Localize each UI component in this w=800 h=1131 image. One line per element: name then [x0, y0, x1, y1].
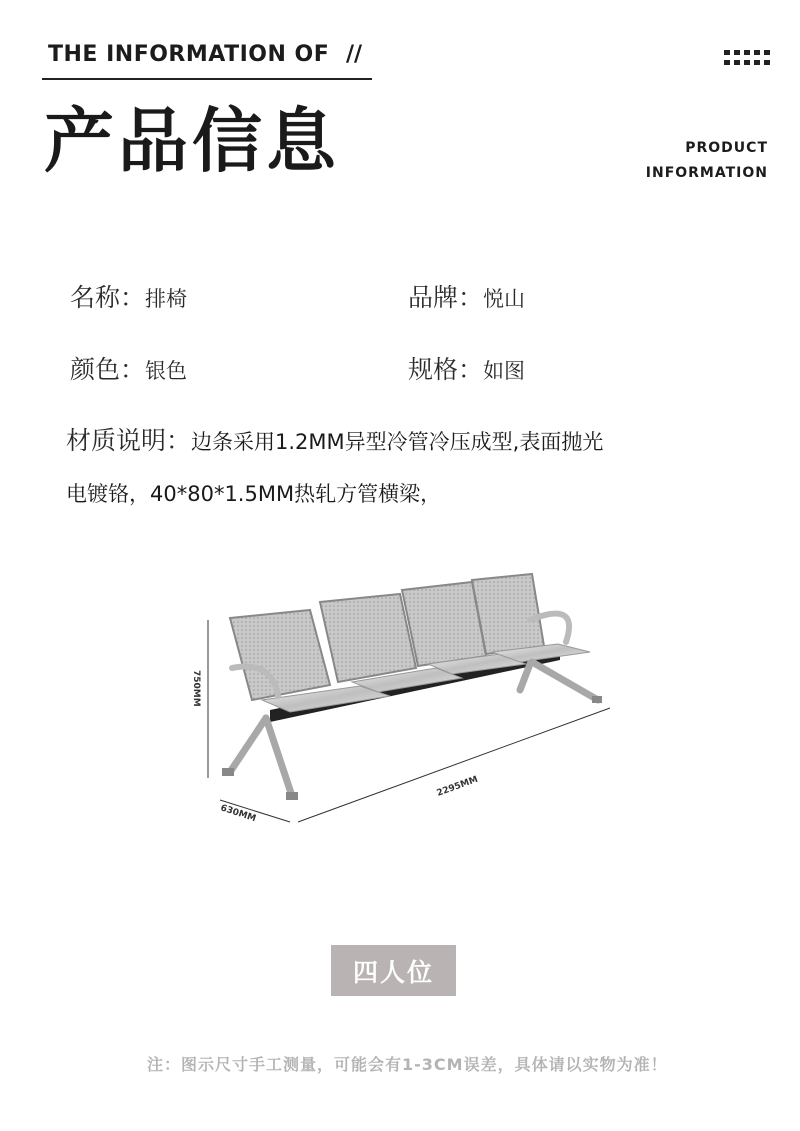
dimension-length-label: 2295MM — [435, 774, 480, 799]
material-line2: 电镀铬，40*80*1.5MM热轧方管横梁， — [66, 482, 442, 506]
name-field — [70, 278, 187, 314]
page-title: 产品信息 — [44, 100, 340, 182]
spec-value: 如图 — [483, 359, 526, 383]
name-label: 名称： — [70, 283, 146, 312]
product-en-line2: INFORMATION — [645, 165, 768, 181]
dimension-depth-label: 630MM — [219, 803, 258, 825]
brand-field — [408, 278, 525, 314]
header-slash: // — [346, 42, 363, 67]
material-label: 材质说明： — [66, 426, 192, 455]
dimension-height-label: 750MM — [191, 670, 201, 707]
seat-count-badge: 四人位 — [331, 945, 456, 996]
product-en-line1: PRODUCT — [685, 140, 768, 156]
color-label: 颜色： — [70, 355, 146, 384]
measurement-note: 注：图示尺寸手工测量，可能会有1-3CM误差，具体请以实物为准！ — [147, 1055, 668, 1074]
chair-illustration — [180, 560, 640, 840]
header-en-title: THE INFORMATION OF — [48, 42, 330, 67]
material-description — [66, 424, 766, 506]
color-value: 银色 — [145, 359, 188, 383]
brand-label: 品牌： — [408, 283, 484, 312]
material-line1: 边条采用1.2MM异型冷管冷压成型,表面抛光 — [191, 430, 604, 454]
brand-value: 悦山 — [483, 287, 526, 311]
product-information-label — [646, 136, 768, 186]
name-value: 排椅 — [145, 287, 188, 311]
dots-decoration-icon — [724, 50, 772, 68]
spec-field — [408, 350, 525, 386]
color-field — [70, 350, 187, 386]
header-underline — [42, 78, 372, 80]
spec-label: 规格： — [408, 355, 484, 384]
